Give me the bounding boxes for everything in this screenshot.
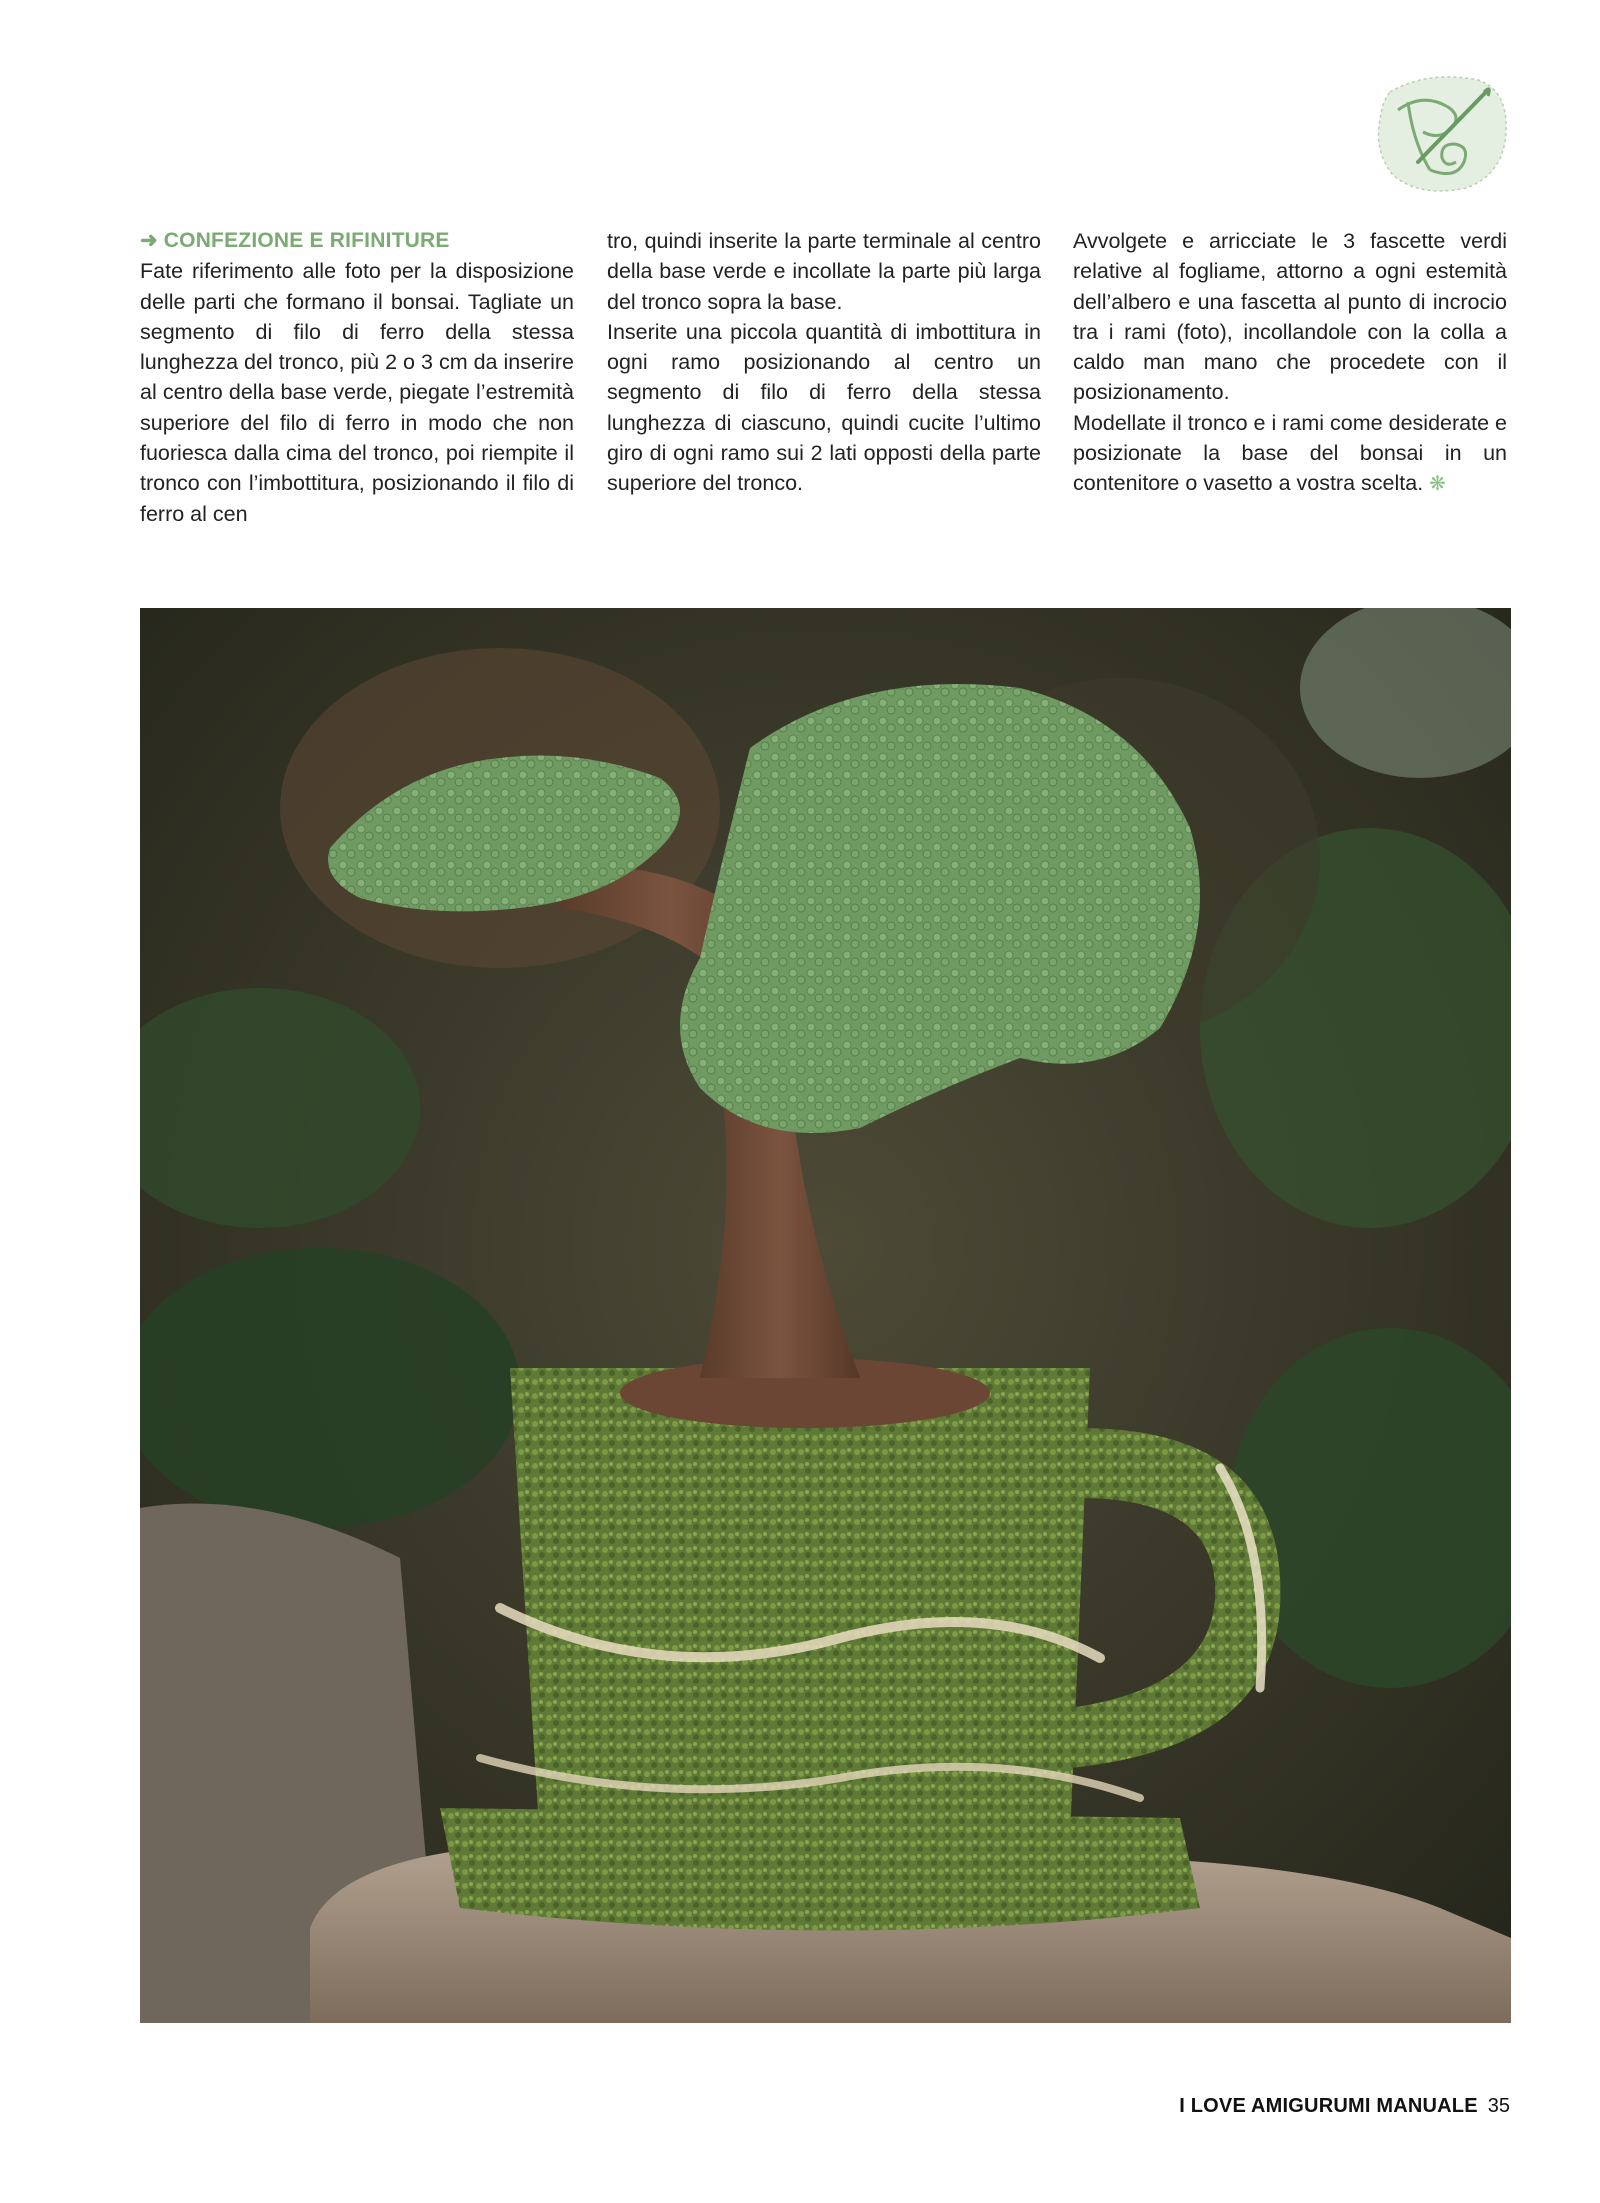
arrow-right-icon: ➜ bbox=[140, 229, 158, 252]
paragraph: Modellate il tronco e i rami come desiderate e posizionate la base del bonsai in un contenitore o vasetto a vostra scelta. ❋ bbox=[1073, 410, 1507, 496]
text-column-2 bbox=[607, 226, 1041, 499]
crochet-hook-logo bbox=[1368, 62, 1518, 202]
text-column-3 bbox=[1073, 226, 1507, 500]
paragraph: Inserite una piccola quantità di imbottitura in ogni ramo posizionando al centro un segmento di filo di ferro della stessa lunghezza di ciascuno, quindi cucite l’ultimo giro di ogni ramo sui 2 lati opposti della parte superiore del tronco. bbox=[607, 319, 1041, 496]
text-column-1 bbox=[140, 226, 574, 529]
page-footer bbox=[1179, 2095, 1510, 2118]
magazine-title: I LOVE AMIGURUMI MANUALE bbox=[1179, 2095, 1478, 2117]
paragraph: tro, quindi inserite la parte terminale al centro della base verde e incollate la parte più larga del tronco sopra la base. bbox=[607, 229, 1041, 314]
bonsai-photo bbox=[140, 608, 1511, 2023]
page-number: 35 bbox=[1487, 2095, 1510, 2117]
section-heading: ➜ CONFEZIONE E RIFINITURE bbox=[140, 229, 450, 252]
paragraph: Avvolgete e arricciate le 3 fascette verdi relative al fogliame, attorno a ogni estemità dell’albero e una fascetta al punto di incrocio tra i rami (foto), incollandole con la colla a caldo man mano che procedete con il posizionamento. bbox=[1073, 229, 1507, 405]
flower-icon: ❋ bbox=[1429, 473, 1446, 496]
paragraph: Fate riferimento alle foto per la disposizione delle parti che formano il bonsai. Tagliate un segmento di filo di ferro della stessa lunghezza del tronco, più 2 o 3 cm da inserire al centro della base verde, piegate l’estremità superiore del filo di ferro in modo che non fuoriesca dalla cima del tronco, poi riempite il tronco con l’imbottitura, posizionando il filo di ferro al cen bbox=[140, 259, 574, 526]
